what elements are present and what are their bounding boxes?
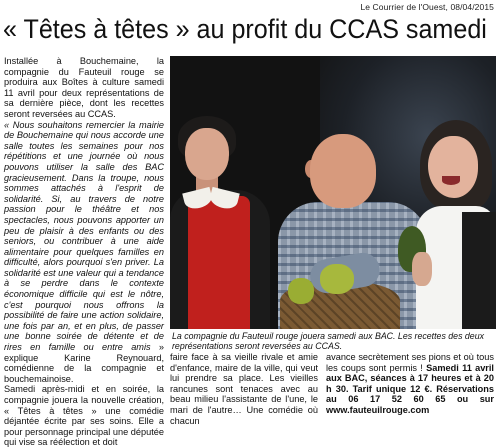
- article-photo: [170, 56, 496, 329]
- article-quote-paragraph: [4, 120, 164, 385]
- photo-caption: La compagnie du Fauteuil rouge jouera samedi aux BAC. Les recettes des deux représentations seront reversées au CCAS.: [172, 331, 484, 351]
- article-column-left: [4, 56, 164, 448]
- woman-left-face: [185, 128, 229, 180]
- article-column-middle: faire face à sa vieille rivale et amie d'enfance, maire de la ville, qui veut lui prendre sa place. Les vieilles rancunes sont tenaces avec au beau milieu l'assistante de l'une, le mari de l'autre… Une comédie où chacun: [170, 352, 318, 426]
- green-glove: [320, 264, 354, 294]
- article-quote: « Nous souhaitons remercier la mairie de Bouchemaine qui nous accorde une salle toutes les semaines pour nos répétitions et une journée où nous pouvons utiliser la salle des BAC gracieusement. Dans la troupe, nous sommes attachés à l'esprit de solidarité. Si, au travers de notre passion pour le théâtre et nos spectacles, nous pouvons apporter un peu de plaisir à des enfants ou des seniors, ou contribuer à une aide alimentaire pour quelques familles en difficulté, alors pourquoi s'en priver. La solidarité est une valeur qui a tendance à se perdre dans le contexte économique difficile qui est le nôtre, c'est pourquoi nous offrons la possibilité de faire une action solidaire, une fois par an, et en plus, de passer une bonne soirée de détente et de rires en famille ou entre amis: [4, 119, 164, 353]
- woman-left-red-dress: [188, 196, 250, 329]
- event-info: Samedi 11 avril aux BAC, séances à 17 heures et à 20 h 30. Tarif unique 12 €. Réservations au 06 17 52 60 65 ou sur www.fauteuilrouge.com: [326, 362, 494, 415]
- article-column-right-text: avance secrètement ses pions et où tous les coups sont permis !: [326, 352, 494, 373]
- article-column-right: [326, 352, 494, 416]
- woman-right-jacket: [462, 212, 496, 329]
- source-line: Le Courrier de l'Ouest, 08/04/2015: [360, 2, 494, 12]
- woman-right-mouth: [442, 176, 460, 185]
- article-quote-attribution: » explique Karine Reynouard, comédienne de la compagnie et bouchemainoise.: [4, 342, 165, 384]
- article-lead: Installée à Bouchemaine, la compagnie du Fauteuil rouge se produira aux Boîtes à culture samedi 11 avril pour deux représentations de sa dernière pièce, dont les recettes seront reversées au CCAS.: [4, 56, 164, 119]
- headline: « Têtes à têtes » au profit du CCAS samedi: [3, 14, 487, 44]
- woman-right-hand: [412, 252, 432, 286]
- man-head: [310, 134, 376, 208]
- article-paragraph-2: Samedi après-midi et en soirée, la compagnie jouera la nouvelle création, « Têtes à têtes » une comédie déjantée écrite par ses soins. Elle a pour personnage principal une députée qui vise sa réélection et doit: [4, 384, 164, 448]
- green-glove: [288, 278, 314, 304]
- woman-right-face: [428, 136, 478, 198]
